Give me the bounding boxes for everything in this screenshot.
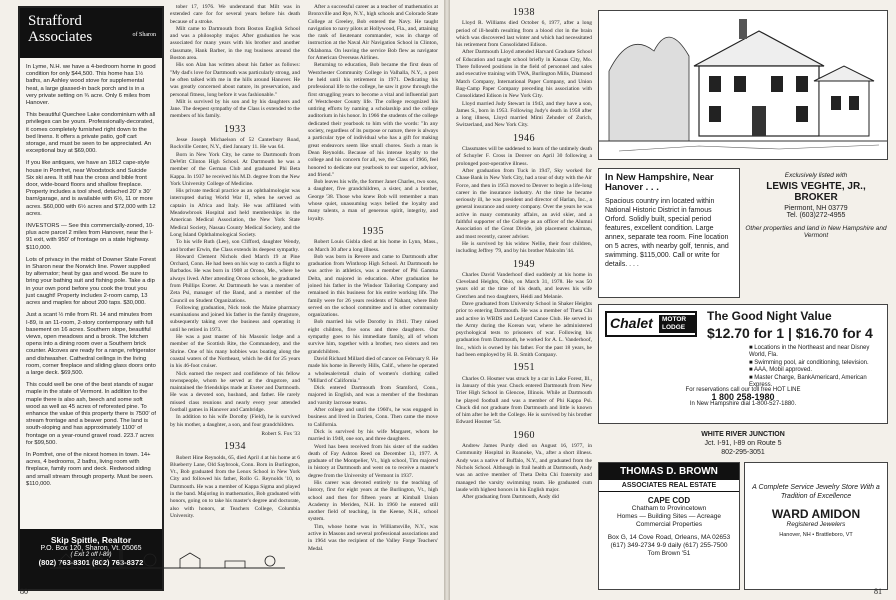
obit-paragraph: tober 17, 1976. We understand that Milt was in extended care for for several years before his death because of a stroke. xyxy=(170,4,300,25)
strafford-name-line2: Associates xyxy=(28,29,93,45)
country-inn-illustration xyxy=(598,10,888,160)
chalet-bullet: ■ Swimming pool, air conditioning, television. xyxy=(749,359,869,366)
ward-tagline: A Complete Service Jewelry Store With a Tradition of Excellence xyxy=(752,484,880,500)
chalet-bullets xyxy=(749,345,887,389)
strafford-listing: In Lyme, N.H. we have a 4-bedroom home in good condition for only $44,500. This home has 1½ baths, an Ashley wood stove for supplemental heat, a large glassed-in back porch and is in a very private setting on ¾ acre. Only 6 miles from Hanover. xyxy=(26,64,156,107)
chalet-logo xyxy=(605,311,697,337)
right-page xyxy=(450,0,896,600)
strafford-listing: This could well be one of the best stands of sugar maple in the state of Vermont. In addition to the maple there is also ash, beech and some soft wood as well as 45 acres of reforested pine. To enhance the value of this property there is 7500' of stream frontage and a beaver pond. The land is south-sloping and has approximately 1100' of frontage on a year-round gravel road. 223.7 acres for $99,500. xyxy=(26,382,157,446)
tdb-line: Commercial Properties xyxy=(635,521,703,528)
ward-amidon-ad xyxy=(744,462,888,590)
tdb-line: Chatham to Provincetown xyxy=(631,505,707,512)
strafford-logo xyxy=(20,8,162,58)
inn-drawing xyxy=(599,11,887,159)
obit-paragraph: Bob married his wife Dorothy in 1941. They raised eight children, five sons and three daughters. Our sympathy goes to his immediate family, all of whom survive him, together with a brother, two sisters and ten grandchildren. xyxy=(308,319,438,355)
strafford-associates-ad xyxy=(18,6,164,591)
obit-paragraph: Jesse Joseph Michaelson of 52 Canterbury Road, Rockville Center, N.Y., died January 11. He was 64. xyxy=(170,137,300,151)
tdb-sub: ASSOCIATES REAL ESTATE xyxy=(599,480,739,492)
obit-signature: Robert S. Fox '33 xyxy=(261,430,300,437)
obit-paragraph: To his wife Ruth (Lee), son Clifford, daughter Wendy, and brother Erwin, the Class extends its deepest sympathy. xyxy=(170,239,300,253)
obituary-column-3 xyxy=(308,4,438,594)
chalet-logo-sub: MOTOR LODGE xyxy=(659,315,695,333)
chalet-motor-lodge-ad xyxy=(598,304,888,424)
thomas-brown-ad xyxy=(598,462,740,590)
obit-paragraph: Dick entered Dartmouth from Stamford, Conn., majored in English, and was a member of the freshman and varsity lacrosse teams. xyxy=(308,385,438,406)
strafford-listing: Just a scant ½ mile from Rt. 14 and minutes from I-89, is an 11-room, 2-story contemporary with full basement on 16 acres. Southern slope, beautiful views, open meadows and a brook. The kitchen opens into a dining room over a Southern brick counter. Alcoves are ready for a range, refrigerator and dishwasher. Cathedral ceilings in the living room, corner fireplace and sliding glass doors onto a large deck. $69,500. xyxy=(26,312,156,376)
veghte-broker-ad xyxy=(744,168,888,298)
obit-paragraph: Tim, whose home was in Williamsville, N.Y., was active in Masons and several professional associations and in 1964 was the recipient of the Valley Forge Teachers' Medal. xyxy=(308,523,438,552)
left-page xyxy=(0,0,444,600)
obit-paragraph: After Dartmouth Lloyd attended Harvard Graduate School of Education and taught school briefly in Kansas City, Mo. There followed positions in the field of personnel and sales and executive training with TWA, Burlington Mills, Diamond Match Company, International Paper Company, and Union Bag-Camp Paper Company preceding his association with Consolidated Edison in New York City. xyxy=(456,49,592,100)
obit-paragraph: Robert Hine Reynolds, 65, died April 4 at his home at 6 Blueberry Lane, Old Saybrook, Conn. Born in Burlington, Vt., Bob graduated from the Lenox School in New York City and followed his father, Rollo G. Reynolds '10, to Dartmouth. He was a member of Kappa Sigma and played in the band. Majoring in mathematics, Bob graduated with honors, going on to take his master's degree and doctorate, also with honors, at Teachers College, Columbia University. xyxy=(170,454,300,519)
page-number: 81 xyxy=(874,587,882,596)
realtor-name: Skip Spittle, Realtor xyxy=(50,535,132,545)
chalet-hotline-text: For reservations call our toll free HOT LINE xyxy=(685,387,801,393)
obit-paragraph: His son Alan has written about his father as follows: "My dad's love for Dartmouth was particularly strong, and he often talked with me in the hills around Hanover. He was greatly concerned about nature, its preservation, and personal fitness, long before it was fashionable." xyxy=(170,62,300,98)
obit-paragraph: His private medical practice as an ophthalmologist was interrupted during World War II, when he served as captain in Africa and Italy. He was affiliated with Meadowbrook Hospital and held memberships in the American Medical Association, the New York State Medical Society, Nassau County Medical Society, and the Long Island Ophthalmological Society. xyxy=(170,188,300,238)
veghte-city: Piermont, NH 03779 xyxy=(784,205,848,212)
chalet-bullet-text: Locations in the Northeast and near Disney World, Fla. xyxy=(749,345,870,359)
obit-paragraph: He is survived by his widow Nellie, their four children, including Jeffrey '79, and by his brother Malcolm '44. xyxy=(456,240,592,255)
white-river-junction-info xyxy=(598,430,888,457)
class-year-heading: 1933 xyxy=(224,123,246,135)
obit-paragraph: After a successful career as a teacher of mathematics at Bronxville and Rye, N.Y., high schools and Colorado State College at Greeley, Bob entered the Navy. He taught navigation to navy pilots at Hollywood, Fla., and, attaining the rank of lieutenant commander, was in charge of instruction at the Naval Air Navigation School in Clinton, Oklahoma. On leaving the service Bob flew as navigator for American Overseas Airlines. xyxy=(308,4,438,62)
class-year-heading: 1951 xyxy=(513,362,535,374)
obit-paragraph: Lloyd R. Williams died October 6, 1977, after a long period of ill-health resulting from a blood clot in the brain which was discovered last winter and which had necessitated his retirement from Consolidated Edison. xyxy=(456,20,592,49)
class-year-heading: 1938 xyxy=(513,7,535,18)
obit-paragraph: He was a past master of his Masonic lodge and a member of the Scottish Rite, the Commandery, and the Shrine. One of his many hobbies was boating along the coastal waters of the Northeast, which he did for 25 years in his 46-foot cruiser. xyxy=(170,334,300,370)
strafford-of-sharon: of Sharon xyxy=(132,32,156,38)
strafford-listing: In Pomfret, one of the nicest homes in town. 14+ acres, 4 bedrooms, 2 baths, living room with fireplace, family room and deck. Redwood siding and small stream through property. Must be seen. $110,000. xyxy=(26,451,154,487)
class-year-heading: 1934 xyxy=(224,441,246,453)
veghte-phone: Tel. (603)272-4955 xyxy=(786,212,846,219)
chalet-bullet: ■ Locations in the Northeast and near Disney World, Fla. xyxy=(749,345,870,359)
tdb-phones: (617) 349-2734 9-9 daily (617) 255-7500 xyxy=(610,542,728,549)
chalet-logo-text: Chalet xyxy=(610,315,653,331)
obit-paragraph: His career was devoted entirely to the teaching of history, first for eight years at the Burlington, Vt., high school and then for fifteen years at Kimball Union Academy in Meriden, N.H. In 1960 he entered still another field of teaching, in the Keene, N.H., school system. xyxy=(308,480,438,523)
obit-paragraph: In addition to his wife Dorothy (Field), he is survived by his mother, a daughter, a son, and four grandchildren. xyxy=(170,414,300,428)
strafford-listing: This beautiful Quechee Lake condominium with all privileges can be yours. Professionally-decorated, it comes completely furnished right down to the bed linens. It offers a private patio, golf cart storage, and must be seen to be appreciated. An exceptional buy at $69,000. xyxy=(26,112,156,155)
orford-inn-ad xyxy=(598,168,740,298)
strafford-listing: If you like antiques, we have an 1812 cape-style house in Pomfret, near Woodstock and Suicide Six ski area. It still has the cross and bible front door, wide-board floors and shallow fireplace. Property includes a tool shed, detached 20' x 30' barn/garage, and is available with 6½, 11 or more acres. $60,000 with 6½ acres and $72,000 with 12 acres. xyxy=(26,160,156,217)
realtor-exit: ( Exit 2 off I-89) xyxy=(70,552,112,558)
strafford-listing: INVESTORS — See this commercially-zoned, 10-plus acre parcel 2 miles from Hanover, near the I-91 exit, with 950' of frontage on a state highway. $110,000. xyxy=(26,223,155,251)
ward-sub: Registered Jewelers xyxy=(786,521,846,528)
strafford-name-line1: Strafford xyxy=(28,13,82,29)
veghte-lead: Exclusively listed with xyxy=(784,172,848,179)
veghte-name: LEWIS VEGHTE, JR., xyxy=(766,181,866,192)
obit-paragraph: After graduation from Tuck in 1947, Sky worked for Chase Bank in New York City, had a tour of duty with the Air Force, and then in 1953 moved to Denver to begin a life-long career in the insurance industry. At the time he became seriously ill, he was president and director of Harlan, Inc., a general insurance and surety company. Over the years he was active in many community affairs, an avid skier, and a faithful supporter of the College as an officer of the Alumni Association of the Great Divide, job placement chairman, and most recently, career adviser. xyxy=(456,167,592,240)
obit-paragraph: Howard Clement Nichols died March 19 at Pine Orchard, Conn. He had been on his way to catch a flight to Barbados. He was born in 1908 at Orono, Me., where he always lived. After attending Orono schools, he graduated from Phillips Exeter. At Dartmouth he was a member of Zeta Psi, manager of the Band, and a member of the Council on Student Organizations. xyxy=(170,253,300,304)
page-number: 80 xyxy=(20,587,28,596)
chalet-bullet-text: Swimming pool, air conditioning, television. xyxy=(754,359,869,366)
obit-paragraph: Born in New York City, he came to Dartmouth from DeWitt Clinton High School. At Dartmouth he was a member of the German Club and graduated Phi Beta Kappa. In 1937 he received his M.D. degree from the New York University College of Medicine. xyxy=(170,151,300,187)
ward-address: Hanover, NH • Brattleboro, VT xyxy=(779,532,853,538)
strafford-listings xyxy=(20,58,162,523)
tdb-person: Tom Brown '51 xyxy=(647,550,691,557)
class-year-heading: 1949 xyxy=(513,258,535,270)
obit-paragraph: After college and until the 1960's, he was engaged in business and lived in Darien, Conn. Then came the move to California. xyxy=(308,407,438,428)
obit-paragraph: Robert Louis Gisbla died at his home in Lynn, Mass., on March 30 after a long illness. xyxy=(308,239,438,253)
realtor-phones: (802) 763-8301 (802) 763-8372 xyxy=(38,558,144,567)
class-year-heading: 1960 xyxy=(513,429,535,441)
chalet-bullet-text: Master Charge, BankAmericard, American Express. xyxy=(749,374,867,389)
obit-paragraph: David Richard Millard died of cancer on February 8. He made his home in Beverly Hills, Calif., where he operated a wholesale/retail chain of women's clothing called "Millard of California." xyxy=(308,355,438,384)
ward-name: WARD AMIDON xyxy=(771,507,861,521)
obit-paragraph: Dick is survived by his wife Margaret, whom he married in 1948, one son, and three daughters. xyxy=(308,428,438,443)
obit-paragraph: Classmates will be saddened to learn of the untimely death of Schuyler F. Cross in Denver on April 30 following a prolonged post-operative illness. xyxy=(456,146,592,167)
town-sketch-illustration xyxy=(50,548,285,570)
obit-paragraph: Dave graduated from University School in Shaker Heights prior to entering Dartmouth. He was a member of Theta Chi and active in WBDS and Ledyard Canoe Club. He served in the Army during the Korean war, where he administered psychological tests to prisoners of war. Following his graduation from Dartmouth, he worked for A. L. Vanderhoof, Inc., which is owned by his father. For the past 18 years, he had been employed by H. B. Smith Company. xyxy=(456,300,592,359)
class-year-heading: 1935 xyxy=(362,225,384,237)
obit-paragraph: Milt came to Dartmouth from Boston English School and was a philosophy major. After graduation he was associated for many years with his brother and another classmate, Hank Barber, in the rug business around the Boston area. xyxy=(170,25,300,62)
strafford-listing: Lots of privacy in the midst of Downer State Forest in Sharon near the Norwich line. Power supplied by alternator; heat by gas and wood. Be sure to bring your bathing suit and fishing pole. Take a dip in your own pond before you cook the trout you just caught! Property includes 2-room camp, 13 acres and maples for about 200 taps. $30,000. xyxy=(26,256,156,307)
tdb-region: CAPE COD xyxy=(647,496,691,505)
obit-paragraph: Returning to education, Bob became the first dean of Westchester Community College in Valhalla, N.Y., a post he held until his retirement in 1971. Dedicating his professional life to the college, he saw it grow through the first struggling years to become a vital and influential part of Westchester County life. The college recognized his untiring efforts by naming a scholarship and the college auditorium in his honor. In 1966 the students of the college dedicated their yearbook to him with the words: "In any society, regardless of its purpose or nature, there is always a particular type of individual who has a gift for making great endeavors seem like small chores. Such a man is Dean Reynolds. Because of his intense loyalty to the college and his concern for all, we, the Class of 1966, feel honored to dedicate our yearbook to our superior, advisor, and friend." xyxy=(308,62,438,178)
obit-paragraph: Nick earned the respect and confidence of his fellow townspeople, whom he served at the drugstore, and maintained the friendships made at Exeter and Dartmouth. He was a devoted son, husband, and father. He rarely missed class reunions and nearly every year attended football games in Hanover and Cambridge. xyxy=(170,370,300,414)
obit-paragraph: Lloyd married Judy Stewart in 1943, and they have a son, James S., born in 1953. Following Judy's death in 1958 after a long illness, Lloyd married Mimi Zehnder of Zurich, Switzerland, and New York City. xyxy=(456,100,592,129)
wrj-line: Jct. I-91, I-89 on Route 5 xyxy=(704,440,782,447)
chalet-phone: 1 800 258-1980 xyxy=(711,392,775,402)
obit-paragraph: Charles O. Hosmer was struck by a car in Lake Forest, Ill., in January of this year. Chuck entered Dartmouth from New Trier High School in Glencoe, Illinois. While at Dartmouth he played football and was a member of Phi Kappa Psi. Chuck did not graduate from Dartmouth and little is known of him after he left the College. He is survived by his brother Edward Hosmer '54. xyxy=(456,375,592,426)
wrj-title: WHITE RIVER JUNCTION xyxy=(701,431,785,438)
obituary-column-right xyxy=(456,4,592,594)
chalet-nh-phone: In New Hampshire dial 1-800-527-1880. xyxy=(689,401,797,407)
obit-paragraph: Following graduation, Nick took the Maine pharmacy examinations and joined his father in the family drugstore, subsequently taking over the business and operating it until he retired in 1973. xyxy=(170,304,300,333)
tdb-line: Homes — Building Sites — Acreage xyxy=(616,513,722,520)
obit-paragraph: After graduating from Dartmouth, Andy did xyxy=(462,494,559,501)
chalet-hotline xyxy=(599,387,887,408)
veghte-title: BROKER xyxy=(794,192,838,203)
chalet-bullet: ■ Master Charge, BankAmericard, American Express. xyxy=(749,374,867,389)
obituary-column-2 xyxy=(170,4,300,594)
obit-paragraph: Bob leaves his wife, the former Janet Charles, two sons, a daughter, five grandchildren, a sister, and a brother, George '38. Those who knew Bob will remember a man whose quiet, unassuming ways belied the loyalty and many talents, a man of generous spirit, integrity, and loyalty. xyxy=(308,179,438,222)
realtor-address: P.O. Box 120, Sharon, Vt. 05065 xyxy=(40,545,142,552)
chalet-price: $12.70 for 1 | $16.70 for 4 xyxy=(707,325,873,341)
chalet-bullet: ■ AAA, Mobil approved. xyxy=(749,367,812,374)
chalet-headline: The Good Night Value xyxy=(707,309,832,323)
veghte-note: Other properties and land in New Hampshire and Vermont xyxy=(745,225,887,239)
tdb-logo: THOMAS D. BROWN xyxy=(599,463,739,480)
obit-paragraph: Charles David Vanderhoof died suddenly at his home in Cleveland Heights, Ohio, on March 31, 1978. He was 50 years old at the time of his death, and leaves his wife Gretchen and two daughters, Heidi and Melanie. xyxy=(456,271,592,300)
obit-paragraph: Andrew James Purdy died on August 16, 1977, in Community Hospital in Roanoke, Va., after a short illness. Andy was a native of Buffalo, N.Y., and graduated from the Nichols School. Although in frail health at Dartmouth, Andy was an active member of Theta Delta Chi fraternity and managed the varsity swimming team. He graduated cum laude with highest honors in his English major. xyxy=(456,443,592,493)
obit-paragraph: Word has been received from his sister of the sudden death of Fay Ashton Reed on December 13, 1977. A graduate of the Montpelier, Vt., high school, Tim majored in history at Dartmouth and went on to receive a master's degree from the University of Vermont in 1937. xyxy=(308,443,438,479)
obit-paragraph: Bob was born in Revere and came to Dartmouth after graduation from Winthrop High School. At Dartmouth he was active in athletics, was a member of Phi Gamma Delta, and majored in education. After graduation he joined his father in the Windsor Tailoring Company and remained in this business for his entire working life. The family were for 26 years residents of Nahant, where Bob served on the school committee and in other community organizations. xyxy=(308,253,438,319)
nh-ad-headline: In New Hampshire, Near Hanover . . . xyxy=(605,172,714,193)
obit-paragraph: Milt is survived by his son and by his daughters and Jane. The deepest sympathy of the Class is extended to the members of his family. xyxy=(170,98,300,120)
wrj-phone: 802-295-3051 xyxy=(721,449,765,456)
class-year-heading: 1946 xyxy=(513,132,535,144)
chalet-bullet-text: AAA, Mobil approved. xyxy=(753,367,812,374)
tdb-address: Box G, 14 Cove Road, Orleans, MA 02653 xyxy=(607,534,731,541)
nh-ad-body: Spacious country inn located within National Historic District in famous Orford. Solidly built, special period features, excellent condition. Large annex, separate tea room. Fine location on 5 acres, with nearby golf, tennis, and swimming. $115,000. Call or write for details. . . . xyxy=(605,198,729,268)
